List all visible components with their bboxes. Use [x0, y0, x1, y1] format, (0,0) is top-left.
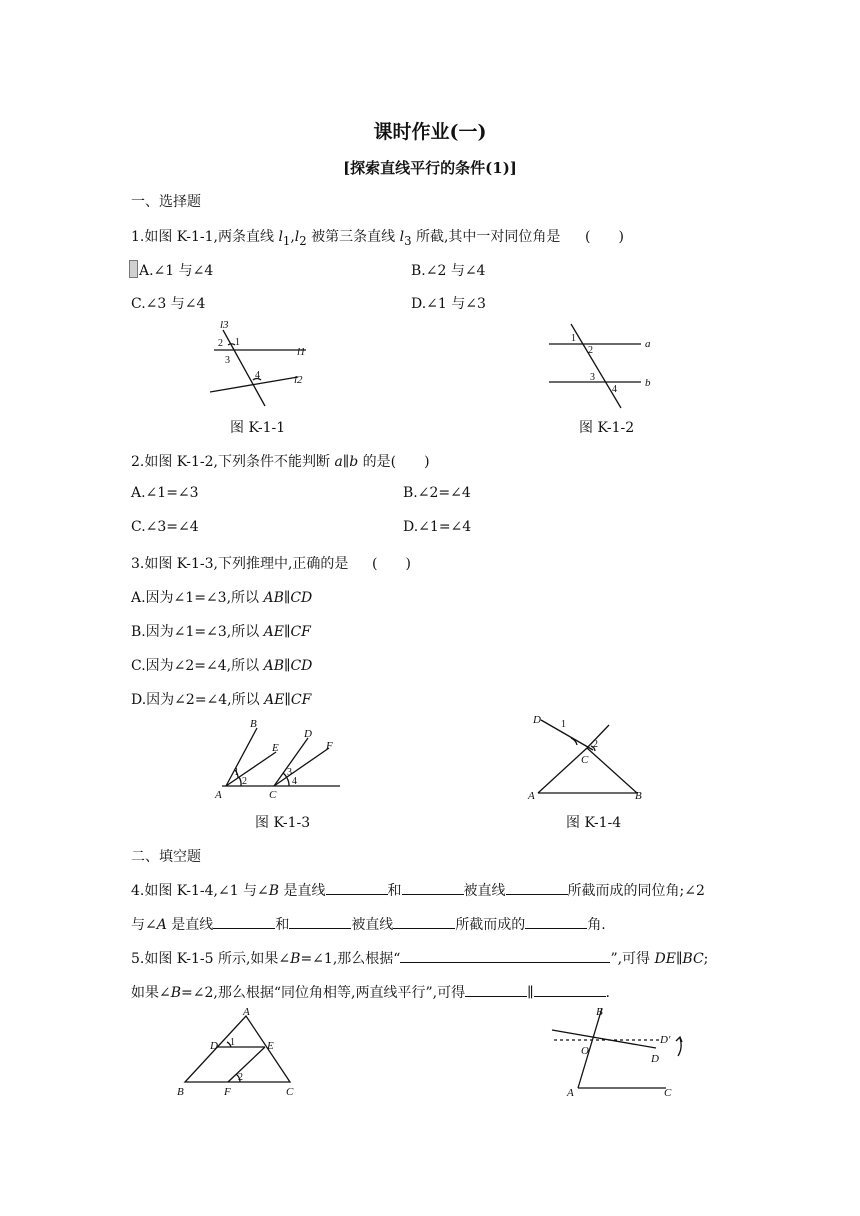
q1-option-c[interactable]: C.∠3 与∠4 [131, 296, 206, 312]
q3-option-c-text: C.因为∠2=∠4,所以 [131, 658, 264, 674]
text-cursor [129, 260, 138, 278]
ac-extension [587, 725, 609, 748]
page-title: 课时作业(一) [373, 121, 487, 143]
q5-angle-b-1: B [290, 951, 301, 967]
q1-l1: l [278, 229, 283, 245]
question-2-stem [131, 451, 430, 471]
q5-text-1: 5.如图 K-1-5 所示,如果∠ [131, 951, 291, 967]
question-3-stem: 3.如图 K-1-3,下列推理中,正确的是 [131, 556, 349, 572]
q5-blank-line-2[interactable] [534, 982, 606, 997]
angle-4-label: 4 [292, 776, 297, 787]
label-b: B [635, 790, 642, 802]
transversal [571, 324, 621, 408]
figure-k-1-4 [525, 710, 655, 802]
q4-blank-5[interactable] [289, 914, 351, 929]
q4-text-3: 与∠ [131, 917, 157, 933]
q1-option-a[interactable] [129, 260, 213, 280]
q3-option-c[interactable] [131, 655, 312, 675]
angle-2-label: 2 [238, 1072, 243, 1083]
label-b: B [596, 1006, 603, 1018]
angle-2-label: 2 [218, 338, 223, 349]
angle-3-label: 3 [225, 355, 230, 366]
label-a: A [567, 1087, 574, 1099]
section-fill-heading: 二、填空题 [131, 849, 201, 865]
angle-3-label: 3 [590, 372, 595, 383]
question-5-line-2 [131, 982, 610, 1002]
q4-by-1: 被直线 [463, 883, 506, 899]
angle-2-label: 2 [242, 776, 247, 787]
q4-blank-2[interactable] [402, 880, 464, 895]
q3-option-b-relation: AE∥CF [263, 624, 311, 640]
figure-rotation [548, 1000, 698, 1100]
q5-text-6: =∠2,那么根据“同位角相等,两直线平行”,可得 [181, 985, 466, 1001]
figure-k-1-2 [545, 320, 665, 410]
q5-end-dot: . [605, 985, 610, 1001]
ray-cd [274, 738, 308, 786]
q3-option-d-text: D.因为∠2=∠4,所以 [131, 692, 265, 708]
rotation-arrowhead-icon [676, 1037, 682, 1042]
question-4-line-1 [131, 880, 705, 900]
q5-text-5: 如果∠ [131, 985, 171, 1001]
angle-arc-1 [571, 738, 577, 745]
question-1-stem [131, 226, 560, 248]
label-c: C [269, 789, 277, 801]
figure-k-1-4-caption: 图 K-1-4 [566, 815, 622, 831]
q4-blank-1[interactable] [326, 880, 388, 895]
q3-option-b[interactable] [131, 621, 311, 641]
q1-text-mid: 被第三条直线 [306, 229, 400, 245]
line-l3 [223, 330, 265, 406]
label-o: O [581, 1045, 589, 1057]
q5-parallel-sign: ∥ [527, 985, 534, 1001]
q1-l3-sub: 3 [404, 233, 412, 248]
q3-option-a-text: A.因为∠1=∠3,所以 [131, 590, 264, 606]
label-d: D [210, 1040, 218, 1052]
segment-ef [228, 1047, 265, 1082]
label-l2: l2 [294, 374, 303, 386]
q3-option-c-relation: AB∥CD [263, 658, 313, 674]
q1-l2-sub: 2 [299, 233, 307, 248]
q5-relation-1: DE∥BC [654, 951, 704, 967]
label-a: a [645, 338, 651, 350]
angle-3-label: 3 [287, 767, 292, 778]
label-l3: l3 [220, 319, 229, 331]
angle-1-label: 1 [234, 767, 239, 778]
label-d: D [533, 714, 541, 726]
ray-cf [274, 748, 329, 786]
q2-option-a[interactable]: A.∠1=∠3 [131, 485, 199, 501]
q2-option-d[interactable]: D.∠1=∠4 [403, 519, 472, 535]
q3-option-d[interactable] [131, 689, 311, 709]
q1-text-pre: 1.如图 K-1-1,两条直线 [131, 229, 279, 245]
label-c: C [581, 754, 589, 766]
label-a: A [215, 789, 222, 801]
figure-k-1-3 [212, 716, 347, 802]
q4-blank-4[interactable] [213, 914, 275, 929]
q1-option-b[interactable]: B.∠2 与∠4 [411, 263, 486, 279]
angle-2-label: 2 [593, 739, 598, 750]
question-5-line-1 [131, 948, 708, 968]
q4-text-1: 4.如图 K-1-4,∠1 与∠ [131, 883, 269, 899]
angle-4-label: 4 [612, 384, 617, 395]
angle-1-label: 1 [235, 337, 240, 348]
q4-text-4: 是直线 [166, 917, 214, 933]
q1-text-post: 所截,其中一对同位角是 [411, 229, 561, 245]
q4-by-2: 被直线 [351, 917, 394, 933]
q5-angle-b-2: B [170, 985, 182, 1001]
label-d-prime: D′ [660, 1034, 671, 1046]
q2-option-b[interactable]: B.∠2=∠4 [403, 485, 471, 501]
q4-angle-a: A [156, 917, 167, 933]
q4-angle-b: B [268, 883, 280, 899]
angle-1-label: 1 [561, 719, 566, 730]
page-subtitle: [探索直线平行的条件(1)] [343, 159, 517, 177]
q1-answer-paren[interactable]: ( ) [585, 229, 624, 245]
q3-option-a-relation: AB∥CD [263, 590, 313, 606]
q1-l2: l [294, 229, 300, 245]
figure-k-1-1-caption: 图 K-1-1 [230, 420, 286, 436]
q2-text-pre: 2.如图 K-1-2,下列条件不能判断 [131, 454, 335, 470]
label-e: E [272, 742, 279, 754]
label-d: D [304, 728, 312, 740]
angle-arc-4 [287, 778, 289, 786]
q4-cut-2: 所截而成的 [455, 917, 526, 933]
q1-l3: l [399, 229, 405, 245]
q5-text-3: ”,可得 [610, 951, 655, 967]
figure-k-1-3-caption: 图 K-1-3 [255, 815, 311, 831]
rotation-arrow-icon [678, 1038, 681, 1056]
q1-option-d[interactable]: D.∠1 与∠3 [411, 296, 486, 312]
label-b: b [645, 377, 651, 389]
segment-ac [538, 748, 587, 793]
label-c: C [286, 1086, 294, 1098]
q2-text-post: 的是( ) [358, 454, 430, 470]
angle-2-label: 2 [588, 345, 593, 356]
figure-k-1-2-caption: 图 K-1-2 [579, 420, 635, 436]
label-b: B [177, 1086, 184, 1098]
section-choice-heading: 一、选择题 [131, 194, 201, 210]
label-f: F [326, 740, 333, 752]
q4-blank-7[interactable] [525, 914, 587, 929]
q2-option-c[interactable]: C.∠3=∠4 [131, 519, 199, 535]
question-4-line-2 [131, 914, 606, 934]
q3-option-d-relation: AE∥CF [264, 692, 312, 708]
q4-end: 角. [587, 917, 606, 933]
q3-option-b-text: B.因为∠1=∠3,所以 [131, 624, 264, 640]
q3-option-a[interactable] [131, 587, 312, 607]
label-l1: l1 [297, 346, 306, 358]
label-d: D [651, 1053, 659, 1065]
q1-option-a-label: A.∠1 与∠4 [139, 263, 214, 279]
angle-1-label: 1 [230, 1037, 235, 1048]
label-c: C [664, 1087, 672, 1099]
q4-cut-1: 所截而成的同位角;∠2 [567, 883, 705, 899]
angle-1-label: 1 [571, 333, 576, 344]
line-od [552, 1030, 656, 1048]
q1-sep: , [290, 229, 295, 245]
line-dc [541, 720, 593, 750]
label-a: A [528, 790, 535, 802]
angle-4-label: 4 [255, 370, 260, 381]
q5-blank-reason[interactable] [400, 948, 610, 963]
q5-blank-line-1[interactable] [465, 982, 527, 997]
q5-text-4: ; [703, 951, 709, 967]
q4-and-1: 和 [387, 883, 402, 899]
label-e: E [267, 1040, 274, 1052]
segment-bc [587, 748, 637, 793]
q4-blank-3[interactable] [506, 880, 568, 895]
label-b: B [250, 718, 257, 730]
figure-k-1-1 [200, 316, 320, 408]
q1-l1-sub: 1 [282, 233, 291, 248]
q4-blank-6[interactable] [393, 914, 455, 929]
q3-answer-paren[interactable]: ( ) [372, 556, 411, 572]
q4-and-2: 和 [275, 917, 290, 933]
label-a: A [243, 1006, 250, 1018]
q2-relation: a∥b [334, 454, 359, 470]
q4-text-2: 是直线 [279, 883, 326, 899]
figure-k-1-5 [170, 1006, 305, 1098]
q5-text-2: =∠1,那么根据“ [300, 951, 401, 967]
angle-arc-2 [239, 777, 241, 786]
label-f: F [224, 1086, 231, 1098]
